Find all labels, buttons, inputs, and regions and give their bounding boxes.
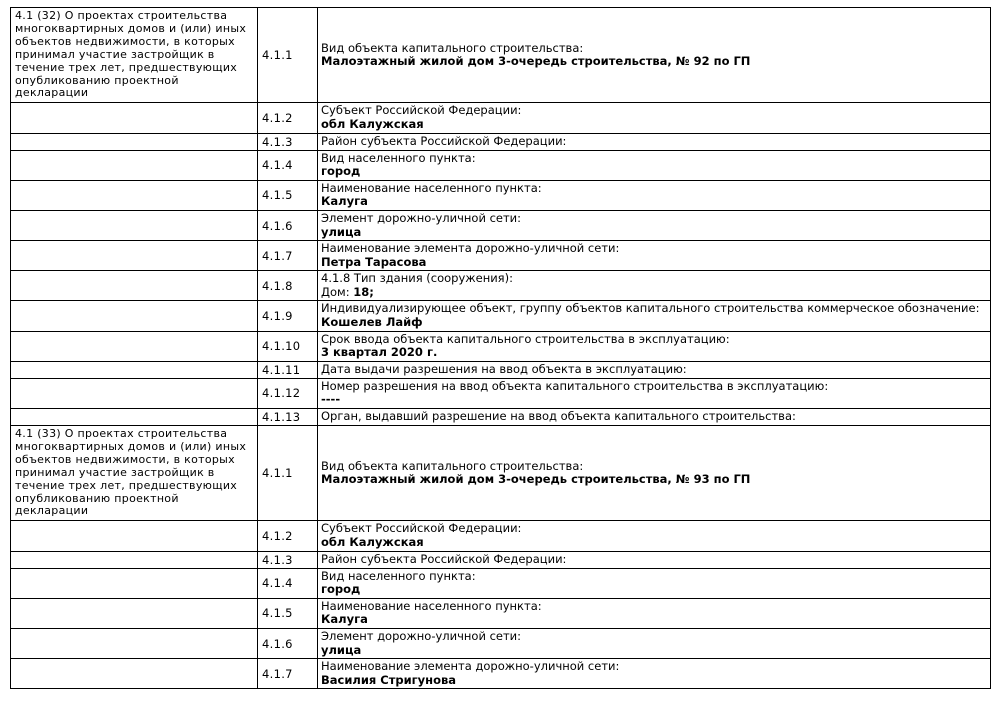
field-value: Петра Тарасова: [321, 254, 427, 269]
section-description-empty: [11, 598, 258, 628]
field-value: Калуга: [321, 612, 368, 627]
section-description-empty: [11, 521, 258, 551]
field-value: ----: [321, 392, 341, 407]
section-description-empty: [11, 568, 258, 598]
field-value: Калуга: [321, 194, 368, 209]
field-label: 4.1.8 Тип здания (сооружения):: [321, 271, 513, 286]
field-value: 18;: [353, 284, 374, 299]
field-value: Василия Стригунова: [321, 672, 457, 687]
row-code: 4.1.6: [258, 628, 318, 658]
table-row: [11, 133, 991, 150]
row-content: [318, 331, 991, 361]
section-description: 4.1 (33) О проектах строительства многоквартирных домов и (или) иных объектов недвижимости, в которых принимал участие застройщик в течение трех лет, предшествующих опубликованию проектной декларации: [11, 426, 258, 521]
field-value-line: [321, 613, 987, 627]
field-value-line: [321, 536, 987, 550]
table-row: [11, 426, 991, 521]
row-code: 4.1.1: [258, 426, 318, 521]
table-row: [11, 568, 991, 598]
row-content: [318, 361, 991, 378]
table-row: [11, 521, 991, 551]
table-row: [11, 659, 991, 689]
table-row: [11, 150, 991, 180]
field-value: город: [321, 582, 361, 597]
section-description-empty: [11, 150, 258, 180]
field-value-line: [321, 346, 987, 360]
field-value-line: [321, 316, 987, 330]
field-value: Кошелев Лайф: [321, 315, 423, 330]
row-content: [318, 210, 991, 240]
field-value-line: [321, 195, 987, 209]
table-row: [11, 271, 991, 301]
section-description-empty: [11, 628, 258, 658]
table-row: [11, 628, 991, 658]
field-value: город: [321, 164, 361, 179]
field-value-line: [321, 165, 987, 179]
field-value-line: [321, 583, 987, 597]
field-label: Номер разрешения на ввод объекта капитального строительства в эксплуатацию:: [321, 378, 829, 393]
declaration-table-body: [11, 8, 991, 689]
section-description-empty: [11, 301, 258, 331]
field-label: Субъект Российской Федерации:: [321, 521, 522, 536]
section-description-empty: [11, 271, 258, 301]
table-row: [11, 241, 991, 271]
section-description-empty: [11, 103, 258, 133]
row-content: [318, 409, 991, 426]
field-label: Элемент дорожно-уличной сети:: [321, 628, 522, 643]
section-description-empty: [11, 210, 258, 240]
row-code: 4.1.13: [258, 409, 318, 426]
section-description-empty: [11, 378, 258, 408]
field-label: Дата выдачи разрешения на ввод объекта в эксплуатацию:: [321, 362, 687, 377]
row-code: 4.1.4: [258, 568, 318, 598]
row-code: 4.1.1: [258, 8, 318, 103]
field-label: Район субъекта Российской Федерации:: [321, 133, 567, 148]
row-code: 4.1.8: [258, 271, 318, 301]
row-code: 4.1.2: [258, 521, 318, 551]
row-code: 4.1.9: [258, 301, 318, 331]
field-value-line: [321, 286, 987, 300]
field-value: 3 квартал 2020 г.: [321, 345, 438, 360]
row-code: 4.1.4: [258, 150, 318, 180]
section-description-empty: [11, 551, 258, 568]
row-content: [318, 659, 991, 689]
field-label: Индивидуализирующее объект, группу объектов капитального строительства коммерческое обозначение:: [321, 301, 980, 316]
section-description-empty: [11, 133, 258, 150]
field-label: Наименование населенного пункта:: [321, 598, 542, 613]
field-label: Вид населенного пункта:: [321, 568, 476, 583]
row-code: 4.1.3: [258, 133, 318, 150]
section-description-empty: [11, 409, 258, 426]
field-label: Наименование элемента дорожно-уличной сети:: [321, 659, 620, 674]
row-code: 4.1.5: [258, 180, 318, 210]
section-description-empty: [11, 331, 258, 361]
field-value: улица: [321, 642, 362, 657]
row-content: [318, 551, 991, 568]
field-value: обл Калужская: [321, 534, 424, 549]
field-label: Орган, выдавший разрешение на ввод объекта капитального строительства:: [321, 409, 796, 424]
field-label: Наименование элемента дорожно-уличной сети:: [321, 241, 620, 256]
table-row: [11, 331, 991, 361]
field-value: обл Калужская: [321, 116, 424, 131]
row-code: 4.1.6: [258, 210, 318, 240]
row-content: [318, 426, 991, 521]
field-label: Элемент дорожно-уличной сети:: [321, 210, 522, 225]
section-description-empty: [11, 241, 258, 271]
row-content: [318, 150, 991, 180]
row-code: 4.1.7: [258, 659, 318, 689]
table-row: [11, 103, 991, 133]
row-code: 4.1.2: [258, 103, 318, 133]
field-label: Наименование населенного пункта:: [321, 180, 542, 195]
table-row: [11, 598, 991, 628]
field-value-line: [321, 55, 987, 69]
row-code: 4.1.10: [258, 331, 318, 361]
table-row: [11, 180, 991, 210]
field-label: Район субъекта Российской Федерации:: [321, 551, 567, 566]
table-row: [11, 361, 991, 378]
table-row: [11, 409, 991, 426]
section-description-empty: [11, 361, 258, 378]
row-content: [318, 568, 991, 598]
row-code: 4.1.11: [258, 361, 318, 378]
section-description-empty: [11, 659, 258, 689]
field-label: Вид населенного пункта:: [321, 150, 476, 165]
field-label: Субъект Российской Федерации:: [321, 103, 522, 118]
table-row: [11, 8, 991, 103]
row-content: [318, 103, 991, 133]
field-value-prefix: Дом:: [321, 284, 354, 299]
field-value-line: [321, 226, 987, 240]
row-content: [318, 133, 991, 150]
table-row: [11, 551, 991, 568]
field-label: Срок ввода объекта капитального строительства в эксплуатацию:: [321, 331, 730, 346]
row-content: [318, 180, 991, 210]
field-value-line: [321, 644, 987, 658]
row-content: [318, 241, 991, 271]
table-row: [11, 378, 991, 408]
row-code: 4.1.12: [258, 378, 318, 408]
field-value-line: [321, 393, 987, 407]
field-value: Малоэтажный жилой дом 3-очередь строительства, № 93 по ГП: [321, 472, 751, 487]
row-content: [318, 378, 991, 408]
declaration-table: [10, 7, 991, 689]
field-value: Малоэтажный жилой дом 3-очередь строительства, № 92 по ГП: [321, 54, 751, 69]
field-value-line: [321, 256, 987, 270]
row-content: [318, 521, 991, 551]
row-content: [318, 271, 991, 301]
field-value-line: [321, 674, 987, 688]
row-code: 4.1.3: [258, 551, 318, 568]
row-content: [318, 598, 991, 628]
field-label: Вид объекта капитального строительства:: [321, 458, 584, 473]
field-label: Вид объекта капитального строительства:: [321, 40, 584, 55]
table-row: [11, 301, 991, 331]
field-value-line: [321, 118, 987, 132]
field-value: улица: [321, 224, 362, 239]
field-value-line: [321, 473, 987, 487]
section-description: 4.1 (32) О проектах строительства многоквартирных домов и (или) иных объектов недвижимости, в которых принимал участие застройщик в течение трех лет, предшествующих опубликованию проектной декларации: [11, 8, 258, 103]
row-code: 4.1.5: [258, 598, 318, 628]
declaration-document: [10, 7, 991, 689]
row-code: 4.1.7: [258, 241, 318, 271]
section-description-empty: [11, 180, 258, 210]
row-content: [318, 628, 991, 658]
table-row: [11, 210, 991, 240]
row-content: [318, 8, 991, 103]
row-content: [318, 301, 991, 331]
